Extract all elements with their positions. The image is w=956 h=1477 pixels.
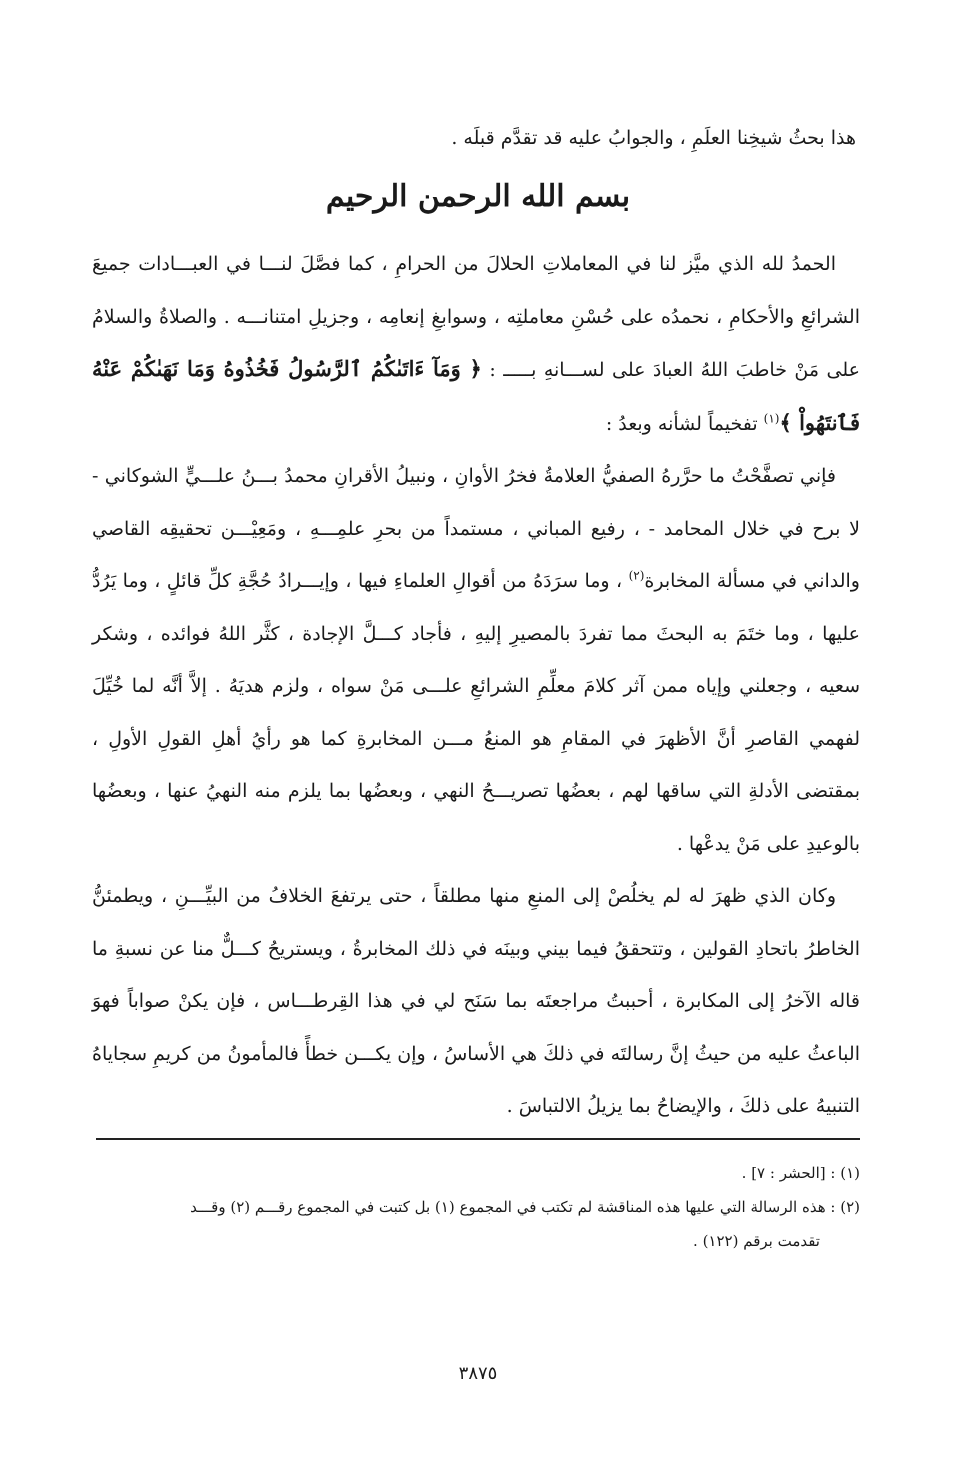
paragraph-1-end: تفخيماً لشأنه وبعدُ : xyxy=(605,412,764,435)
paragraph-3: وكان الذي ظهرَ له لم يخلُصْ إلى المنعِ منها مطلقاً ، حتى يرتفعَ الخلافُ من البيِّـــنِ ، ويطمئنُّ الخاطرُ باتحادِ القولين ، وتتحققُ فيما بيني وبينَه في ذلك المخابرةُ ، ويستريحُ كـــلٌّ منا عن نسبةِ ما قاله الآخرُ إلى المكابرة ، أحببتُ مراجعتَه بما سَنَح لي في هذا القِرطـــاس ، فإن يكنْ صواباً فهوَ الباعثُ عليه من حيثُ إنَّ رسالتَه في ذلكَ هي الأساسُ ، وإن يكـــن خطأً فالمأمونُ من كريمِ سجاياهُ التنبيهُ على ذلكَ ، والإيضاحُ بما يزيلُ الالتباسَ . xyxy=(92,885,860,1117)
footnote-divider xyxy=(96,1138,860,1140)
footnote-2: (٢) : هذه الرسالة التي عليها هذه المناقشة لم تكتب في المجموع (١) بل كتبت في المجموع رقـــم (٢) وقـــد xyxy=(190,1198,860,1216)
footnotes xyxy=(92,1156,860,1258)
footnote-ref-1: (١) xyxy=(763,411,780,426)
footnote-1: (١) : [الحشر : ٧] . xyxy=(741,1164,860,1182)
footnote-ref-2: (٢) xyxy=(628,568,645,583)
page-number: ٣٨٧٥ xyxy=(458,1363,498,1384)
intro-line: هذا بحثُ شيخِنا العلَمِ ، والجوابُ عليه قد تقدَّم قبلَه . xyxy=(451,127,856,149)
quran-verse: ﴿ وَمَآ ءَاتَىٰكُمُ ٱلرَّسُولُ فَخُذُوهُ وَمَا نَهَىٰكُمْ عَنْهُ فَٱنتَهُواْ ﴾ xyxy=(92,356,860,435)
basmala-heading: بسم الله الرحمن الرحيم xyxy=(325,179,631,214)
main-text xyxy=(92,238,860,1133)
paragraph-1-text: الحمدُ لله الذي ميَّز لنا في المعاملاتِ الحلالَ من الحرامِ ، كما فصَّلَ لنـــا في العبـــادات جميعَ الشرائعِ والأحكامِ ، نحمدُه على حُسْنِ معاملتِه ، وسوابغِ إنعامِه ، وجزيلِ امتنانـــه . والصلاةُ والسلامُ على مَنْ خاطبَ اللهُ العبادَ على لســـانهِ بـــــ : xyxy=(92,253,861,381)
paragraph-2 xyxy=(92,450,860,870)
paragraph-2-end: ، وما سرَدَهُ من أقوالِ العلماءِ فيها ، وإيـــرادُ حُجَّةِ كلِّ قائلٍ ، وما يَرُدُّ عليها ، وما ختَمَ به البحثَ مما تفردَ بالمصيرِ إليهِ ، فأجاد كـــلَّ الإجادة ، كثَّر اللهُ فوائده ، وشكر سعيه ، وجعلني وإياه ممن آثر كلامَ معلِّمِ الشرائعِ علـــى مَنْ سواه ، ولزم هديَهُ . إلاَّ أنَّه لما خُيِّلَ لفهمي القاصرِ أنَّ الأظهرَ في المقامِ هو المنعُ مـــن المخابرةِ كما هو رأيُ أهلِ القولِ الأولِ ، بمقتضى الأدلةِ التي ساقها لهم ، بعضُها تصريـــحُ النهي ، وبعضُها بما يلزم منه النهيُ عنها ، وبعضُها بالوعيدِ على مَنْ يدعْها . xyxy=(92,570,860,855)
paragraph-1 xyxy=(92,238,860,450)
footnote-2-continued: تقدمت برقم (١٢٢) . xyxy=(693,1232,820,1250)
paragraph-2-text: فإني تصفَّحْتُ ما حرَّرهُ الصفيُّ العلامةُ فخرُ الأوانِ ، ونبيلُ الأقرانِ محمدُ بـــنُ علـــيٍّ الشوكاني - لا برح في خلال المحامد - ، رفيع المباني ، مستمداً من بحرِ علمِـــهِ ، ومَعِيْـــن تحقيقِه القاصي والداني في مسألة المخابرة xyxy=(92,465,860,592)
